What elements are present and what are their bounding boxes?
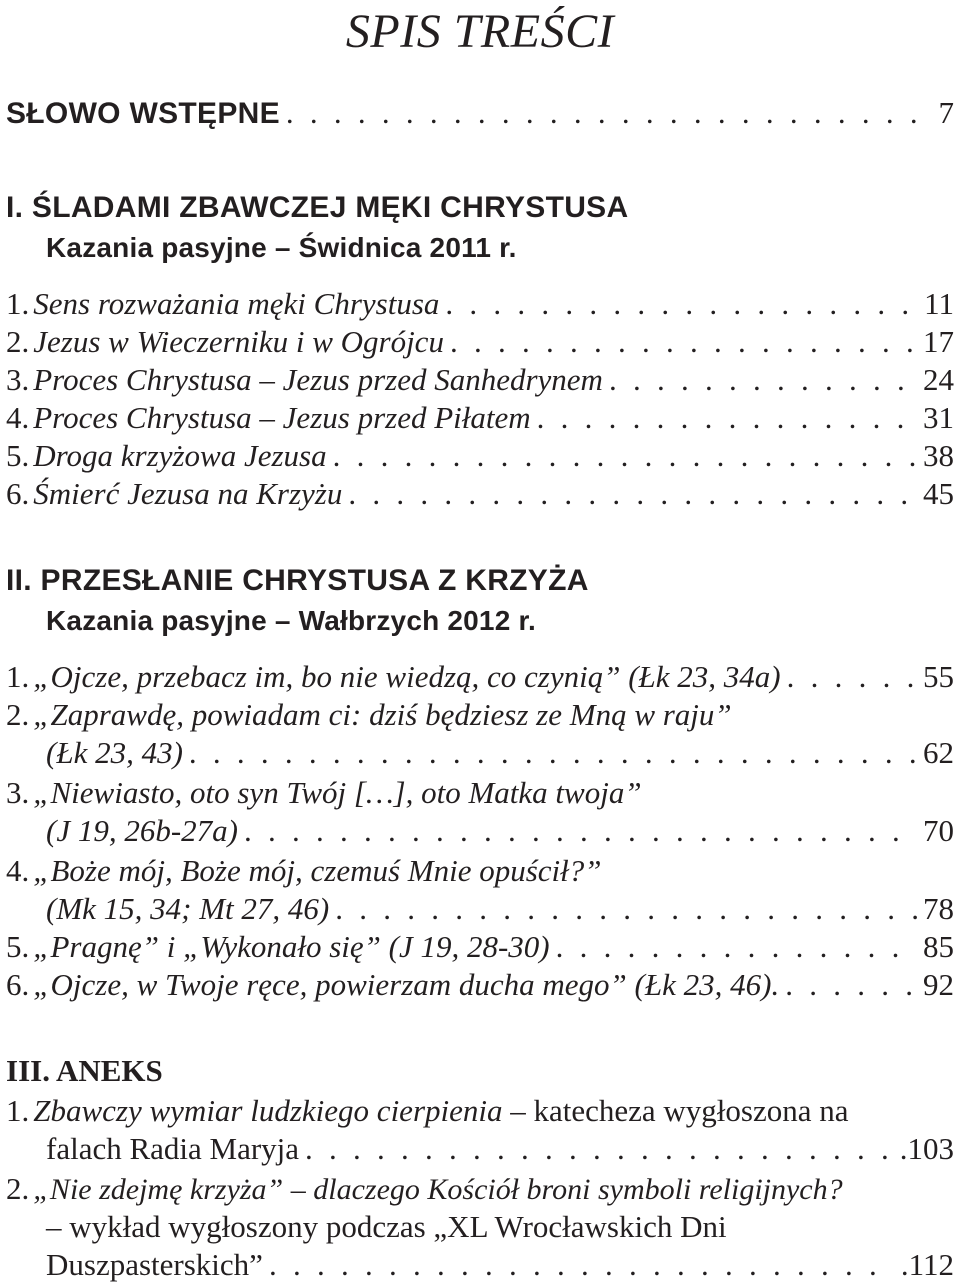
section-heading-2: II. PRZESŁANIE CHRYSTUSA Z KRZYŻA [6,564,589,597]
toc-entry-foreword[interactable] [6,94,954,133]
dot-leader [305,1130,894,1168]
toc-entry[interactable]: 1. Sens rozważania męki Chrystusa . . . 11 [6,285,954,323]
toc-entry[interactable]: 6. „Ojcze, w Twoje ręce, powierzam ducha mego” (Łk 23, 46). . . . 92 [6,966,954,1004]
toc-entry[interactable]: 3. „Niewiasto, oto syn Twój […], oto Matka twoja” [6,775,642,810]
toc-entry[interactable]: 6. Śmierć Jezusa na Krzyżu . . . 45 [6,475,954,513]
section-subheading-1: Kazania pasyjne – Świdnica 2011 r. [46,232,517,263]
page-number: 78 [923,891,954,926]
toc-entry-continuation[interactable]: (Łk 23, 43) . . . 62 [46,734,954,772]
toc-entry-continuation[interactable]: Duszpasterskich” . . . .112 [46,1246,954,1284]
page-number: 62 [923,735,954,770]
page-number: 45 [923,476,954,511]
dot-leader [556,928,917,966]
toc-entry[interactable]: 3. Proces Chrystusa – Jezus przed Sanhedrynem . . . 24 [6,361,954,399]
page-title: SPIS TREŚCI [345,5,615,58]
dot-leader [785,966,917,1004]
toc-entry[interactable]: 4. „Boże mój, Boże mój, czemuś Mnie opuścił?” [6,853,602,888]
page-number: 92 [923,967,954,1002]
section-subheading-2: Kazania pasyjne – Wałbrzych 2012 r. [46,605,536,636]
page-number: 11 [924,286,954,321]
dot-leader [269,1246,895,1284]
toc-entry[interactable]: 5. „Pragnę” i „Wykonało się” (J 19, 28-30) . . . 85 [6,928,954,966]
page-number: 24 [923,362,954,397]
toc-entry[interactable]: 4. Proces Chrystusa – Jezus przed Piłatem . . . 31 [6,399,954,437]
foreword-label: SŁOWO WSTĘPNE [6,97,280,130]
toc-entry[interactable]: 2. „Nie zdejmę krzyża” – dlaczego Kościół broni symboli religijnych? [6,1171,843,1206]
dot-leader [609,361,917,399]
dot-leader [348,475,917,513]
dot-leader [335,890,917,928]
section-heading-1: I. ŚLADAMI ZBAWCZEJ MĘKI CHRYSTUSA [6,191,629,224]
toc-entry-continuation[interactable]: – wykład wygłoszony podczas „XL Wrocławskich Dni [46,1209,727,1244]
toc-entry[interactable]: 2. „Zaprawdę, powiadam ci: dziś będziesz ze Mną w raju” [6,697,732,732]
toc-entry[interactable]: 2. Jezus w Wieczerniku i w Ogrójcu . . . 17 [6,323,954,361]
dot-leader [445,285,918,323]
dot-leader [333,437,917,475]
page-number: 31 [923,400,954,435]
toc-entry[interactable]: 5. Droga krzyżowa Jezusa . . . 38 [6,437,954,475]
page-number: 85 [923,929,954,964]
page-number: .103 [899,1131,954,1166]
page-number: 38 [923,438,954,473]
dot-leader [286,94,933,132]
toc-entry-continuation[interactable]: (Mk 15, 34; Mt 27, 46) . . . 78 [46,890,954,928]
dot-leader [787,658,917,696]
page-number: 55 [923,659,954,694]
dot-leader [537,399,917,437]
dot-leader [244,812,917,850]
dot-leader [450,323,917,361]
toc-entry[interactable]: 1. „Ojcze, przebacz im, bo nie wiedzą, co czynią” (Łk 23, 34a) . . . 55 [6,658,954,696]
section-heading-3: III. ANEKS [6,1053,163,1088]
dot-leader [189,734,917,772]
page-number: 7 [938,95,954,130]
toc-entry[interactable]: 1. Zbawczy wymiar ludzkiego cierpienia – katecheza wygłoszona na [6,1093,849,1128]
page-number: 70 [923,813,954,848]
toc-entry-continuation[interactable]: falach Radia Maryja . . . .103 [46,1130,954,1168]
page-number: .112 [900,1247,954,1282]
toc-entry-continuation[interactable]: (J 19, 26b-27a) . . . 70 [46,812,954,850]
page-number: 17 [923,324,954,359]
